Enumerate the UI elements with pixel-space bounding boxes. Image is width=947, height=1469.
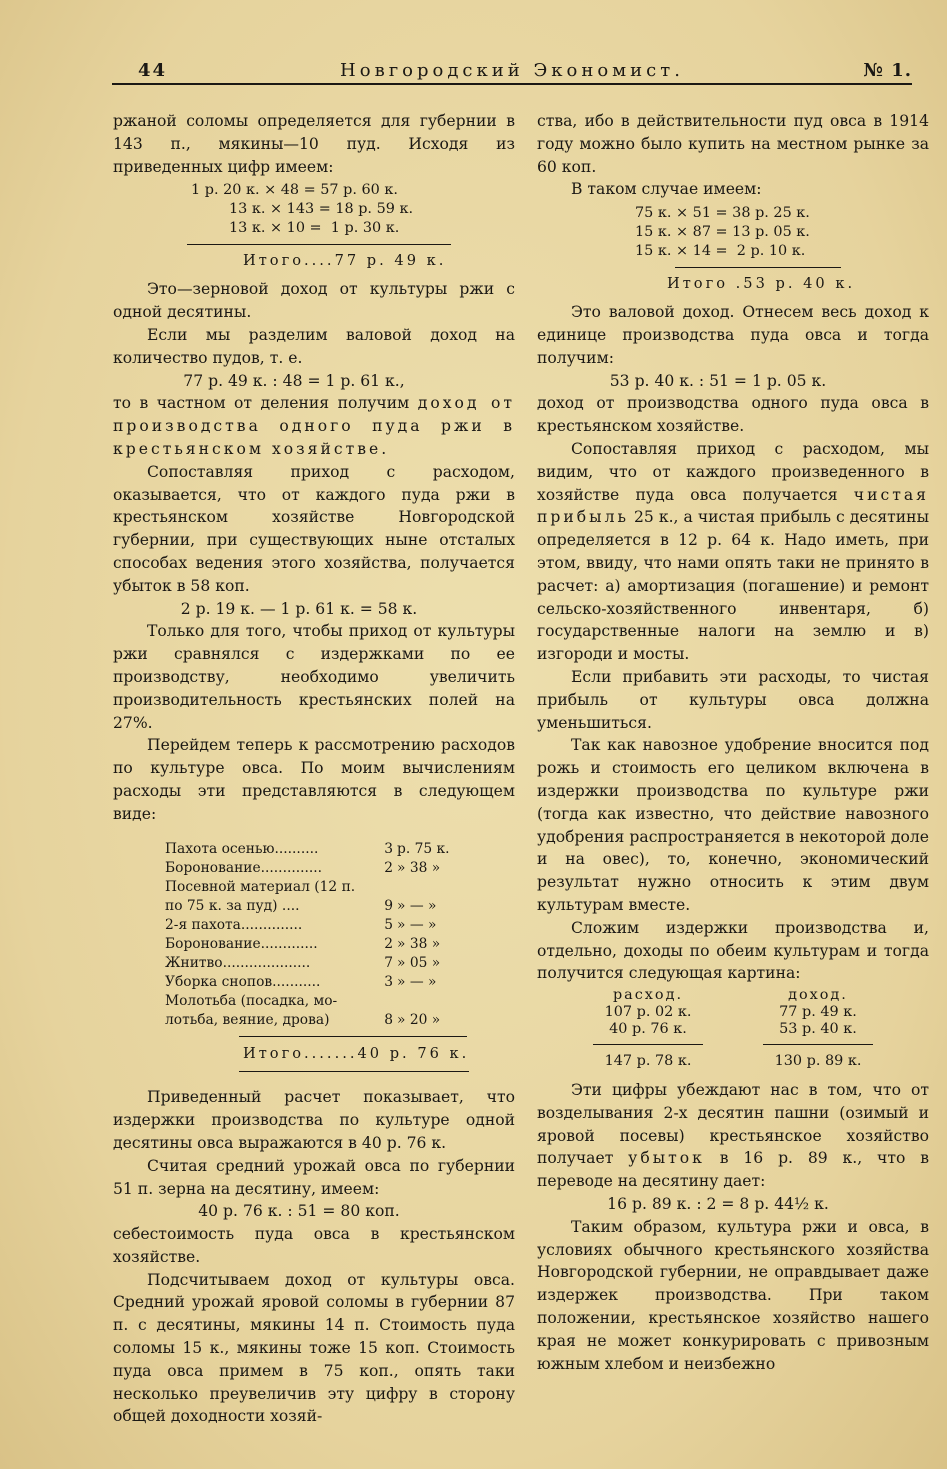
rye-income-calculation [191, 181, 515, 270]
expense-row [165, 973, 457, 992]
total-line: Итого....77 р. 49 к. [243, 252, 447, 270]
expense-kopecks: » — » [397, 973, 437, 990]
income-value: 53 р. 40 к. [779, 1021, 857, 1038]
paragraph: Сопоставляя приход с расходом, оказывается, что от каждого пуда ржи в крестьянском хозяйстве Новгородской губернии, при существующих ныне отсталых способах ведения этого хозяйства, получается убыток в 58 коп. [113, 462, 515, 595]
paragraph: Это валовой доход. Отнесем весь доход к единице производства пуда овса и тогда получим: [537, 303, 929, 367]
equation: 77 р. 49 к. : 48 = 1 р. 61 к., [183, 371, 405, 390]
text-span: 25 к., а чистая прибыль с десятины определяется в 12 р. 64 к. Надо иметь, при этом, ввиду, что нами опять таки не принято в расчет: а) амортизация (погашение) и ремонт сельско-хозяйственного инвентаря, б) государственные налоги на землю и в) изгороди и мосты. [537, 508, 929, 664]
equation: 53 р. 40 к. : 51 = 1 р. 05 к. [609, 371, 827, 390]
header-rule [112, 83, 912, 85]
issue-number: № 1. [863, 60, 912, 81]
paragraph: доход от производства одного пуда овса в крестьянском хозяйстве. [537, 394, 929, 436]
expense-kopecks: » 20 » [397, 1011, 441, 1028]
paragraph: себестоимость пуда овса в крестьянском хозяйстве. [113, 1225, 515, 1266]
expense-item: 2-я пахота.............. [165, 916, 303, 933]
text-span: Сопоставляя приход с расходом, мы видим, что от каждого произведенного в хозяйстве пуда овса получается [537, 439, 929, 504]
paragraph: Таким образом, культура ржи и овса, в условиях обычного крестьянского хозяйства Новгородской губернии, не оправдывает даже издержек производства. При таком положении, крестьянское хозяйство нашего края не может конкурировать с привозным южным хлебом и неизбежно [537, 1217, 929, 1373]
expense-item: Боронование.............. [165, 859, 323, 876]
paragraph: В таком случае имеем: [571, 180, 762, 199]
expense-row [165, 859, 457, 878]
calc-line: 13 к. × 10 = 1 р. 30 к. [229, 220, 400, 237]
income-heading: доход. [788, 987, 848, 1004]
expense-kopecks: » 38 » [397, 935, 441, 952]
total-line: Итого.......40 р. 76 к. [243, 1044, 470, 1062]
paragraph [537, 1079, 929, 1193]
expense-value: 40 р. 76 к. [609, 1021, 687, 1038]
equation: 16 р. 89 к. : 2 = 8 р. 44½ к. [607, 1195, 829, 1214]
paragraph: Если прибавить эти расходы, то чистая прибыль от культуры овса должна уменьшиться. [537, 667, 929, 732]
income-value: 77 р. 49 к. [779, 1004, 857, 1021]
paragraph: Это—зерновой доход от культуры ржи с одной десятины. [113, 280, 515, 322]
text-span: Эти цифры убеждают нас в том, что от возделывания 2-х десятин пашни (озимый и яровой посевы) крестьянское хозяйство получает [537, 1081, 929, 1168]
right-column [537, 110, 929, 1375]
running-header [112, 56, 912, 86]
paragraph [537, 438, 929, 666]
expense-rubles: 8 [384, 1011, 393, 1028]
paragraph: ржаной соломы определяется для губернии в 143 п., мякины—10 пуд. Исходя из приведенных цифр имеем: [113, 112, 515, 176]
expense-item: Посевной материал (12 п. [165, 878, 356, 895]
emphasized-text: убыток [628, 1149, 705, 1168]
paragraph [113, 392, 515, 460]
expense-item: по 75 к. за пуд) .... [165, 897, 300, 914]
emphasized-text: чистая прибыль [537, 485, 929, 527]
expense-kopecks: » — » [397, 916, 437, 933]
equation: 40 р. 76 к. : 51 = 80 коп. [198, 1202, 400, 1221]
calc-line: 75 к. × 51 = 38 р. 25 к. [635, 205, 810, 222]
expense-total: 147 р. 78 к. [604, 1053, 692, 1070]
paragraph: Перейдем теперь к рассмотрению расходов по культуре овса. По моим вычислениям расходы эти представляются в следующем виде: [113, 736, 515, 823]
expense-rubles [377, 878, 397, 897]
expense-item: Молотьба (посадка, мо- [165, 992, 338, 1009]
expense-kopecks [397, 878, 457, 897]
expense-kopecks: » 38 » [397, 859, 441, 876]
paragraph: Сложим издержки производства и, отдельно, доходы по обеим культурам и тогда получится следующая картина: [537, 918, 929, 983]
expense-kopecks: » — » [397, 897, 437, 914]
expense-item: Пахота осенью.......... [165, 840, 319, 857]
calc-line: 1 р. 20 к. × 48 = 57 р. 60 к. [191, 182, 398, 199]
paragraph: Подсчитываем доход от культуры овса. Средний урожай яровой соломы в губернии 87 п. с десятины, мякины 14 п. Стоимость пуда соломы 15 к., мякины тоже 15 коп. Стоимость пуда овса примем в 75 коп., опять таки несколько преувеличив эту цифру в сторону общей доходности хозяй- [113, 1270, 515, 1426]
income-total: 130 р. 89 к. [774, 1053, 862, 1070]
paragraph: Приведенный расчет показывает, что издержки производства по культуре одной десятины овса выражаются в 40 р. 76 к. [113, 1088, 515, 1152]
sum-rule [187, 244, 451, 245]
left-column [113, 110, 515, 1428]
expense-rubles: 2 [384, 859, 393, 876]
expense-row [165, 992, 457, 1011]
expense-row [165, 878, 457, 897]
expense-item: Уборка снопов........... [165, 973, 321, 990]
calc-line: 15 к. × 87 = 13 р. 05 к. [635, 224, 810, 241]
expense-rubles: 7 [384, 954, 393, 971]
expense-rubles: 2 [384, 935, 393, 952]
journal-title: Новгородский Экономист. [340, 60, 684, 81]
income-column [763, 987, 873, 1038]
page-number: 44 [138, 60, 168, 81]
sum-rule [593, 1044, 703, 1045]
expense-kopecks: р. 75 к. [397, 840, 450, 857]
expense-rubles: 9 [384, 897, 393, 914]
paragraph: Если мы разделим валовой доход на количество пудов, т. е. [113, 325, 515, 367]
paragraph: Считая средний урожай овса по губернии 51 п. зерна на десятину, имеем: [113, 1156, 515, 1198]
expense-kopecks [397, 992, 457, 1011]
sum-rule [763, 1044, 873, 1045]
expense-row [165, 916, 457, 935]
total-line: Итого .53 р. 40 к. [667, 275, 856, 293]
balance-table [537, 987, 929, 1071]
expense-row [165, 1011, 457, 1030]
expense-item: Жнитво.................... [165, 954, 311, 971]
sum-rule [239, 1071, 469, 1072]
calc-line: 13 к. × 143 = 18 р. 59 к. [229, 201, 414, 218]
expense-rubles: 3 [384, 840, 393, 857]
paragraph: Только для того, чтобы приход от культуры ржи сравнялся с издержками по ее производству, необходимо увеличить производительность крестьянских полей на 27%. [113, 622, 515, 732]
expense-item: Боронование............. [165, 935, 318, 952]
text-span: то в частном от деления получим [113, 394, 410, 413]
sum-rule [239, 1036, 467, 1037]
text-span: в 16 р. 89 к., что в переводе на десятину дает: [537, 1149, 929, 1191]
expense-column [593, 987, 703, 1038]
paragraph: Так как навозное удобрение вносится под рожь и стоимость его целиком включена в издержки производства по культуре ржи (тогда как известно, что действие навозного удобрения распространяется в некоторой доле и на овес), то, конечно, экономический результат нужно относить к этим двум культурам вместе. [537, 736, 929, 914]
oat-income-calculation [635, 204, 929, 293]
expense-rubles: 3 [384, 973, 393, 990]
expense-row [165, 897, 457, 916]
expense-heading: расход. [612, 987, 684, 1004]
oat-expense-table [165, 840, 457, 1030]
calc-line: 15 к. × 14 = 2 р. 10 к. [635, 243, 806, 260]
expense-rubles: 5 [384, 916, 393, 933]
expense-row [165, 935, 457, 954]
expense-item: лотьба, веяние, дрова) [165, 1011, 330, 1028]
expense-rubles [377, 992, 397, 1011]
equation: 2 р. 19 к. — 1 р. 61 к. = 58 к. [180, 599, 418, 618]
expense-row [165, 954, 457, 973]
emphasized-text: доход от производства одного пуда ржи в крестьянском хозяйстве. [113, 394, 515, 458]
paragraph: ства, ибо в действительности пуд овса в 1914 году можно было купить на местном рынке за 60 коп. [537, 112, 929, 176]
expense-kopecks: » 05 » [397, 954, 441, 971]
expense-row [165, 840, 457, 859]
expense-value: 107 р. 02 к. [604, 1004, 692, 1021]
sum-rule [675, 267, 841, 268]
